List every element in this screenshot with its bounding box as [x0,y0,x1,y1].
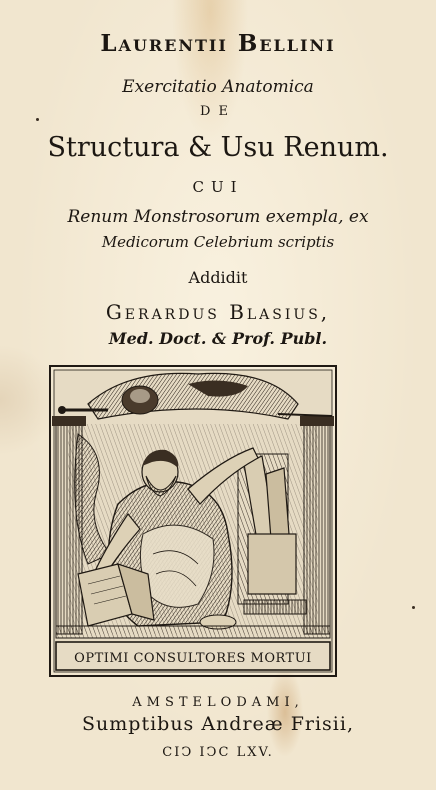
author-name: Laurentii Bellini [100,30,336,57]
renum-line-1: Renum Monstrosorum exempla, ex [67,207,369,227]
editor-name: Gerardus Blasius, [105,300,331,324]
editor-title: Med. Doct. & Prof. Publ. [108,329,328,348]
engraving-illustration [48,364,338,678]
imprint-city: AMSTELODAMI, [132,695,304,710]
ink-speck [412,606,415,609]
renum-line-2: Medicorum Celebrium scriptis [101,233,335,251]
de-line: DE [200,104,236,119]
engraving-motto: OPTIMI CONSULTORES MORTUI [74,651,312,666]
subject-title: Structura & Usu Renum. [47,132,389,163]
ink-speck [36,118,39,121]
imprint-publisher: Sumptibus Andreæ Frisii, [82,713,354,735]
imprint-year: CIↃ IↃC LXV. [162,745,274,760]
work-title: Exercitatio Anatomica [122,77,314,97]
addidit-line: Addidit [188,268,248,287]
cui-line: CUI [192,178,244,196]
